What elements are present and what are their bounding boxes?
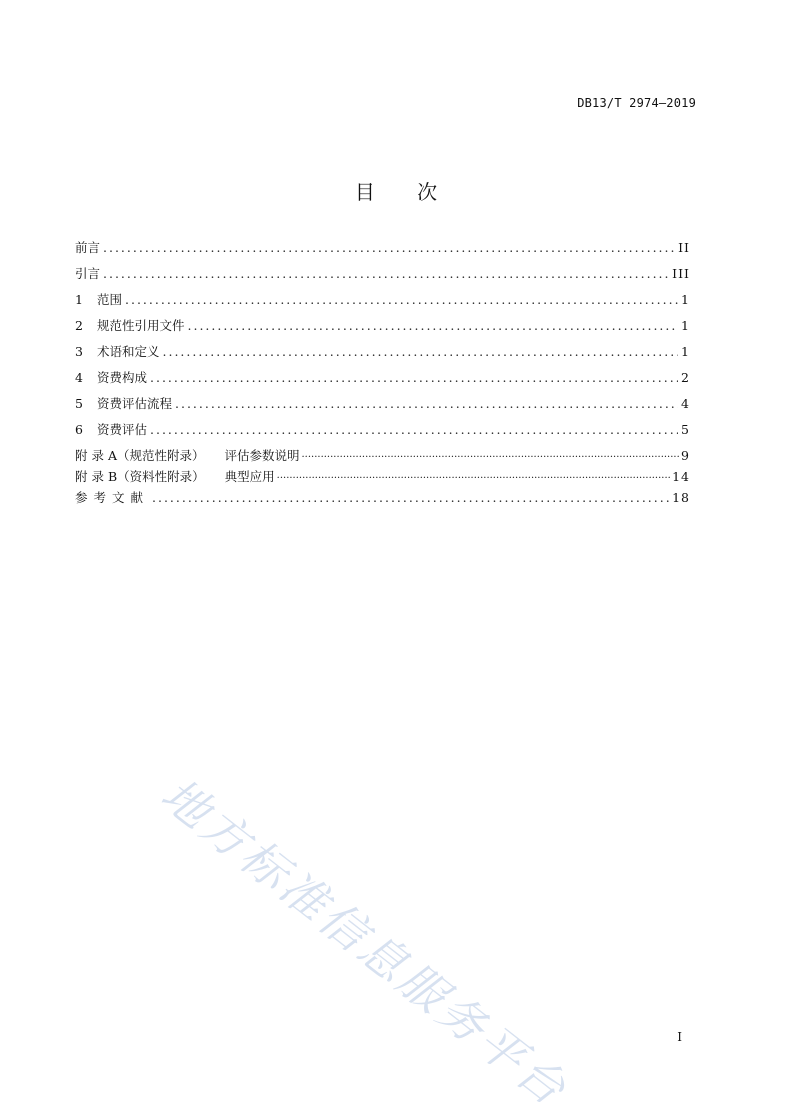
toc-entry-bibliography[interactable] [75,488,690,514]
toc-entry-number: 4 [75,370,83,385]
page-number: I [677,1030,682,1044]
toc-entry-label: 术语和定义 [97,344,160,359]
dot-leader [103,266,669,281]
toc-entry-number: 5 [75,396,83,411]
watermark: 地方标准信息服务平台 [151,767,579,1118]
toc-entry-label: 资费构成 [97,370,148,385]
dot-leader [150,370,678,385]
toc-entry-label: 参考文献 [75,490,150,505]
toc-entry-subtitle: 典型应用 [224,469,275,484]
toc-entry-page: 9 [681,448,690,463]
toc-entry-number: 6 [75,422,83,437]
toc-entry-page: 5 [681,422,690,437]
toc-entry-introduction[interactable] [75,264,690,290]
toc-entry-appendix-a[interactable] [75,446,690,467]
toc-entry-label: 附 录 B（资料性附录） [75,469,205,484]
toc-entry-number: 2 [75,318,83,333]
toc-entry-page: 1 [681,318,690,333]
dot-leader [125,292,678,307]
toc-entry-appendix-b[interactable] [75,467,690,488]
toc-entry-foreword[interactable] [75,238,690,264]
toc-entry-label: 前言 [75,240,101,255]
toc-entry-page: 4 [681,396,690,411]
dot-leader [103,240,675,255]
toc-entry-label: 资费评估 [97,422,148,437]
toc-entry-page: 18 [672,490,690,505]
toc-entry-label: 引言 [75,266,101,281]
toc-entry-page: 14 [672,469,690,484]
toc-entry-label: 资费评估流程 [97,396,173,411]
dot-leader [188,318,679,333]
dot-leader [175,396,678,411]
toc-entry-number: 3 [75,344,83,359]
toc-entry-label: 范围 [97,292,123,307]
table-of-contents [75,238,690,514]
toc-entry-fee-composition[interactable] [75,368,690,394]
document-code: DB13/T 2974—2019 [577,96,696,110]
dot-leader [152,490,669,505]
toc-entry-terms-definitions[interactable] [75,342,690,368]
dot-leader [150,422,678,437]
dot-leader [163,344,679,359]
toc-entry-fee-evaluation-process[interactable] [75,394,690,420]
toc-entry-page: 1 [681,344,690,359]
dot-leader [302,452,680,463]
toc-title: 目 次 [354,180,456,204]
toc-entry-scope[interactable] [75,290,690,316]
toc-entry-page: III [672,266,690,281]
toc-entry-number: 1 [75,292,83,307]
toc-entry-page: 1 [681,292,690,307]
toc-entry-fee-evaluation[interactable] [75,420,690,446]
dot-leader [277,473,670,484]
toc-entry-label: 附 录 A（规范性附录） [75,448,205,463]
toc-entry-page: II [678,240,690,255]
toc-entry-page: 2 [681,370,690,385]
toc-entry-label: 规范性引用文件 [97,318,185,333]
toc-entry-subtitle: 评估参数说明 [224,448,300,463]
toc-entry-normative-references[interactable] [75,316,690,342]
